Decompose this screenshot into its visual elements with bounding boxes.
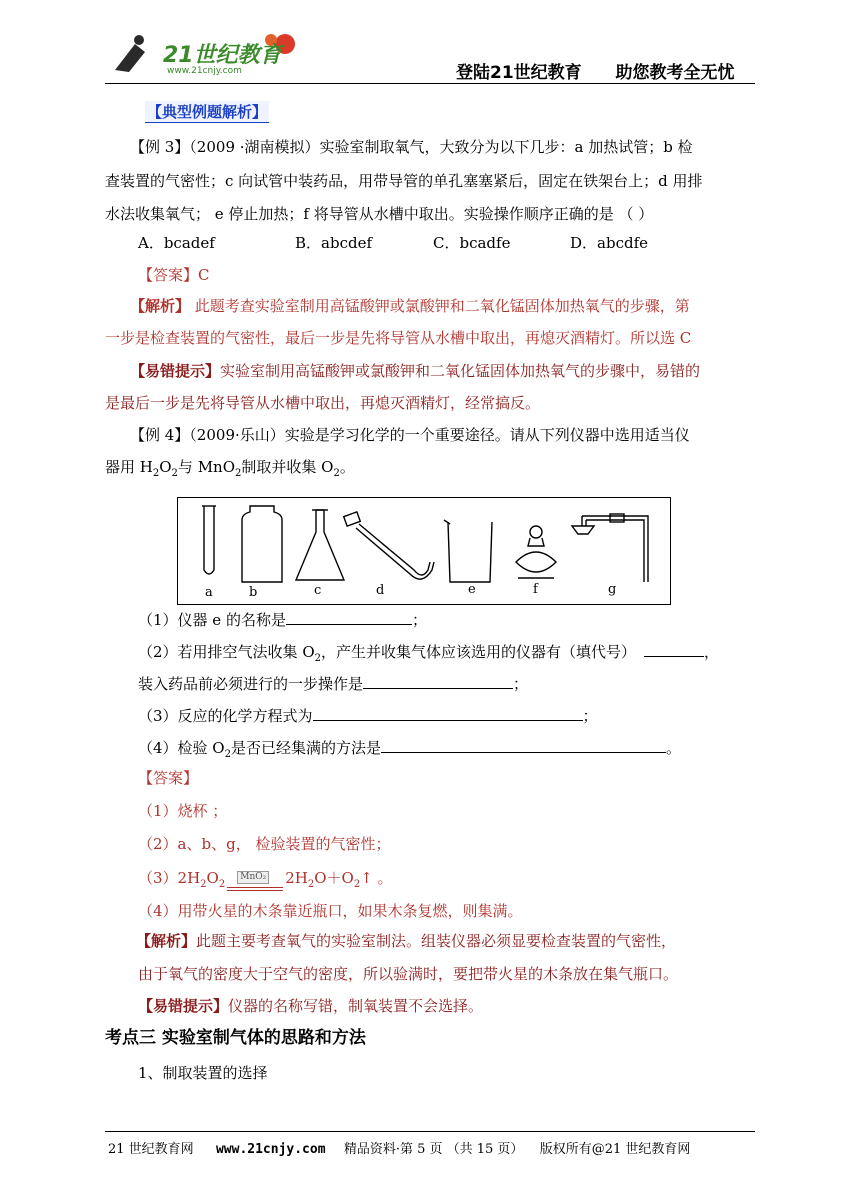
ex3-analysis-1	[130, 296, 690, 316]
footer-rule	[105, 1131, 755, 1132]
answer-blank	[363, 674, 513, 689]
footer-page: 精品资料·第 5 页 （共 15 页）	[343, 1142, 524, 1157]
site-logo	[105, 30, 305, 82]
subscript: 2	[200, 879, 207, 890]
ex3-answer-value: C	[198, 266, 210, 284]
apparatus-figure	[177, 497, 671, 605]
ex3-option-c: C．bcadfe	[433, 234, 511, 252]
apparatus-label-c: c	[314, 583, 322, 598]
slogan-left: 登陆21世纪教育	[456, 63, 582, 83]
apparatus-label-g: g	[608, 582, 617, 597]
ex4-q2-text: ，产生并收集气体应该选用的仪器有（填代号）	[321, 643, 637, 661]
subscript: 2	[353, 879, 361, 890]
eq-text: O＋O	[314, 869, 354, 887]
ex4-answer-4: （4）用带火星的木条靠近瓶口，如果木条复燃，则集满。	[138, 902, 523, 920]
ex3-option-b: B．abcdef	[295, 234, 372, 252]
subscript: 2	[333, 468, 340, 479]
ex3-option-a: A．bcadef	[138, 234, 215, 252]
ex3-line2: 查装置的气密性；c 向试管中装药品，用带导管的单孔塞塞紧后，固定在铁架台上；d 用排	[105, 172, 703, 190]
answer-blank	[313, 706, 583, 721]
subscript: 2	[152, 468, 160, 479]
section3-item1: 1、制取装置的选择	[138, 1064, 268, 1082]
apparatus-label-e: e	[468, 582, 476, 597]
delivery-tube-icon	[572, 514, 648, 582]
logo-text: 21世纪教育	[163, 43, 282, 68]
ex4-q3-end: ；	[582, 707, 598, 725]
ex4-q4-text: 是否已经集满的方法是	[230, 739, 381, 757]
conical-flask-icon	[296, 510, 344, 580]
ex4-analysis-label: 【解析】	[136, 932, 197, 950]
eq-text: O	[206, 869, 219, 887]
answer-blank	[644, 642, 704, 657]
ex4-q1-text: （1）仪器 e 的名称是	[138, 611, 286, 629]
ex3-line1: 【例 3】（2009 ·湖南模拟）实验室制取氧气，大致分为以下几步：a 加热试管；b 检	[130, 138, 693, 156]
ex4-line2	[105, 457, 355, 484]
ex4-answer-3	[138, 868, 393, 895]
ex4-text: 与 MnO	[177, 458, 236, 476]
footer	[108, 1138, 690, 1157]
header-slogan	[456, 58, 735, 83]
reaction-line	[227, 890, 283, 891]
subscript: 2	[307, 879, 315, 890]
ex3-tip-label: 【易错提示】	[130, 362, 221, 380]
test-tube-icon	[202, 506, 216, 574]
ex3-line3: 水法收集氧气； e 停止加热；f 将导管从水槽中取出。实验操作顺序正确的是 （ ）	[105, 205, 654, 223]
slogan-right: 助您教考全无忧	[615, 63, 735, 83]
apparatus-label-a: a	[205, 585, 213, 600]
ex4-q1	[138, 610, 427, 630]
apparatus-label-d: d	[376, 583, 385, 598]
section-label: 【典型例题解析】	[147, 103, 268, 121]
answer-blank	[381, 738, 666, 753]
ex4-text: 制取并收集 O	[241, 458, 334, 476]
ex4-q2-text: （2）若用排空气法收集 O	[138, 643, 315, 661]
ex4-q2-line2	[138, 674, 528, 694]
subscript: 2	[171, 468, 178, 479]
ex3-tip-2: 是最后一步是先将导管从水槽中取出，再熄灭酒精灯，经常搞反。	[105, 394, 541, 412]
ex4-q4-end: 。	[666, 739, 682, 757]
ex4-line1: 【例 4】（2009·乐山）实验是学习化学的一个重要途径。请从下列仪器中选用适当仪	[130, 426, 690, 444]
eq-text: （3）2H	[138, 869, 201, 887]
ex3-analysis-text: 此题考查实验室制用高锰酸钾或氯酸钾和二氧化锰固体加热氧气的步骤，第	[190, 297, 690, 315]
ex4-analysis-1	[136, 931, 676, 951]
ex4-analysis-2: 由于氧气的密度大于空气的密度，所以验满时，要把带火星的木条放在集气瓶口。	[138, 965, 679, 983]
ex4-tip	[138, 996, 483, 1016]
stopper-tube-icon	[344, 512, 434, 579]
ex4-answer-1: （1）烧杯 ；	[138, 802, 228, 820]
ex3-answer	[138, 265, 210, 285]
ex4-analysis-text: 此题主要考查氧气的实验室制法。组装仪器必须显要检查装置的气密性，	[196, 932, 677, 950]
eq-text: ↑ 。	[360, 869, 393, 887]
alcohol-lamp-icon	[516, 526, 556, 578]
ex3-tip-1	[130, 361, 700, 381]
ex3-tip-text: 实验室制用高锰酸钾或氯酸钾和二氧化锰固体加热氧气的步骤中，易错的	[220, 362, 701, 380]
answer-blank	[286, 610, 412, 625]
header-rule	[105, 83, 755, 84]
section3-title: 考点三 实验室制气体的思路和方法	[105, 1028, 366, 1048]
beaker-icon	[444, 520, 492, 582]
ex4-answer-label: 【答案】	[138, 769, 199, 787]
ex3-analysis-2: 一步是检查装置的气密性，最后一步是先将导管从水槽中取出，再熄灭酒精灯。所以选 C	[105, 329, 692, 347]
subscript: 2	[218, 879, 226, 890]
apparatus-label-f: f	[533, 582, 538, 597]
ex3-option-d: D．abcdfe	[570, 234, 649, 252]
ex4-q1-end: ；	[411, 611, 427, 629]
subscript: 2	[235, 468, 242, 479]
reaction-line	[227, 887, 283, 888]
footer-right: 版权所有@21 世纪教育网	[539, 1142, 691, 1157]
ex4-q3-text: （3）反应的化学方程式为	[138, 707, 313, 725]
ex3-analysis-label: 【解析】	[130, 297, 191, 315]
subscript: 2	[224, 749, 231, 760]
footer-url[interactable]: www.21cnjy.com	[215, 1142, 326, 1157]
ex4-q3	[138, 706, 598, 726]
ex4-q4-text: （4）检验 O	[138, 739, 225, 757]
reaction-arrow	[227, 872, 283, 895]
ex4-text: 器用 H	[105, 458, 153, 476]
ex4-text: 。	[339, 458, 355, 476]
logo-url: www.21cnjy.com	[167, 66, 242, 76]
ex4-q2-line2-end: ；	[513, 675, 529, 693]
ex3-answer-label: 【答案】	[138, 266, 199, 284]
ex4-text: O	[159, 458, 172, 476]
ex4-q2-line2-text: 装入药品前必须进行的一步操作是	[138, 675, 364, 693]
gas-jar-icon	[242, 506, 282, 582]
ex4-q2-end: ，	[704, 643, 720, 661]
catalyst-label: MnO₂	[237, 871, 269, 884]
footer-left: 21 世纪教育网	[108, 1142, 194, 1157]
ex4-tip-label: 【易错提示】	[138, 997, 229, 1015]
subscript: 2	[314, 653, 321, 664]
ex4-q2	[138, 642, 719, 669]
ex4-q4	[138, 738, 681, 765]
ex4-answer-2: （2）a、b、g， 检验装置的气密性；	[138, 835, 391, 853]
eq-text: 2H	[285, 869, 308, 887]
apparatus-label-b: b	[249, 585, 258, 600]
ex4-tip-text: 仪器的名称写错，制氧装置不会选择。	[228, 997, 484, 1015]
